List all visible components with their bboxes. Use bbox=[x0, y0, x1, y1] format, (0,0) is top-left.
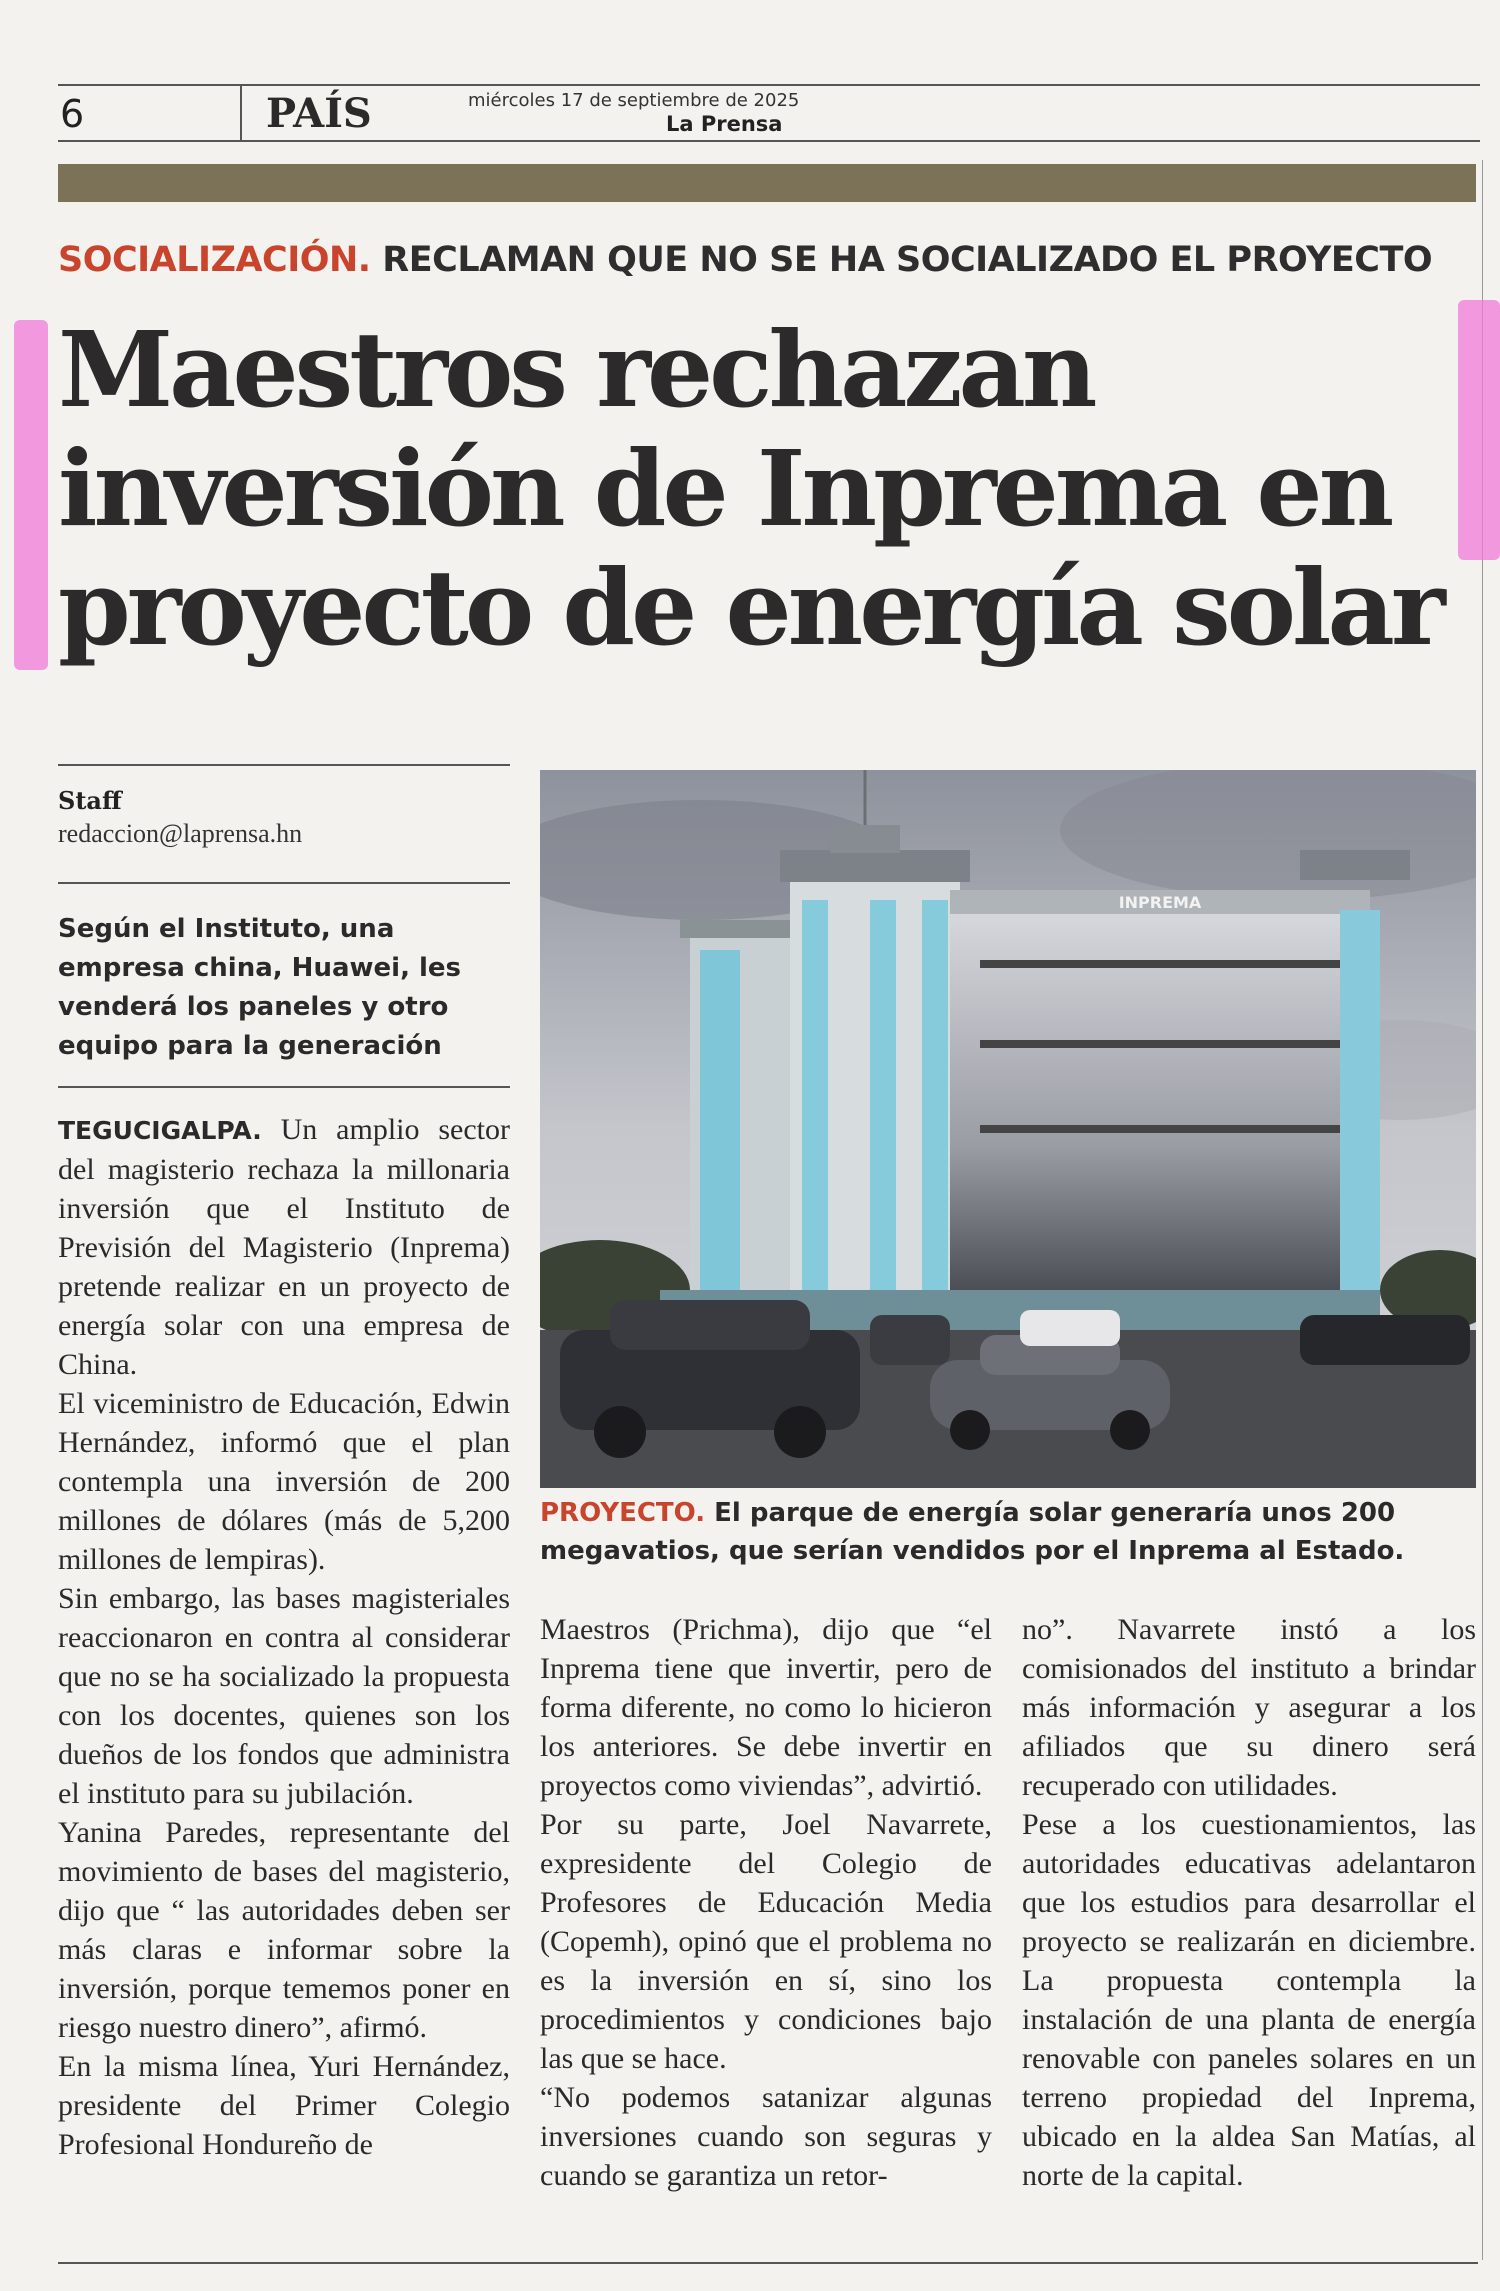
building-illustration bbox=[540, 770, 1476, 1488]
article-column-2 bbox=[540, 1610, 992, 2195]
article-paragraph: Sin embargo, las bases magisteriales reaccionaron en contra al considerar que no se ha socializado la propuesta con los docentes, quienes son los dueños de los fondos que administra el instituto para su jubilación. bbox=[58, 1582, 510, 1810]
page-number: 6 bbox=[60, 92, 85, 136]
caption-text: El parque de energía solar generaría unos 200 megavatios, que serían vendidos por el Inprema al Estado. bbox=[540, 1498, 1405, 1566]
article-paragraph bbox=[58, 1110, 510, 1384]
bottom-rule bbox=[58, 2262, 1478, 2264]
byline-author: Staff bbox=[58, 786, 122, 815]
article-paragraph: Por su parte, Joel Navarrete, expresidente del Colegio de Profesores de Educación Media (Copemh), opinó que el problema no es la inversión en sí, sino los procedimientos y condiciones bajo las que se hace. bbox=[540, 1808, 992, 2075]
highlighter-mark-left bbox=[14, 320, 48, 670]
dateline: TEGUCIGALPA. bbox=[58, 1116, 262, 1145]
headline bbox=[58, 310, 1498, 667]
kicker-text: RECLAMAN QUE NO SE HA SOCIALIZADO EL PROYECTO bbox=[382, 240, 1433, 280]
article-paragraph: Pese a los cuestionamientos, las autoridades educativas adelantaron que los estudios para desarrollar el proyecto se realizarán en diciembre. La propuesta contempla la instalación de una planta de energía renovable con paneles solares en un terreno propiedad del Inprema, ubicado en la aldea San Matías, al norte de la capital. bbox=[1022, 1808, 1476, 2192]
building-sign: INPREMA bbox=[1118, 893, 1202, 912]
kicker bbox=[58, 240, 1478, 280]
article-paragraph: Maestros (Prichma), dijo que “el Inprema tiene que invertir, pero de forma diferente, no como lo hicieron los anteriores. Se debe invertir en proyectos como viviendas”, advirtió. bbox=[540, 1613, 992, 1802]
article-paragraph: En la misma línea, Yuri Hernández, presidente del Primer Colegio Profesional Hondureño de bbox=[58, 2050, 510, 2161]
issue-date: miércoles 17 de septiembre de 2025 bbox=[468, 90, 800, 111]
kicker-label: SOCIALIZACIÓN. bbox=[58, 240, 371, 280]
decorative-band bbox=[58, 164, 1476, 202]
paragraph-text: Un amplio sector del magisterio rechaza la millonaria inversión que el Instituto de Previsión del Magisterio (Inprema) pretende realizar en un proyecto de energía solar con una empresa de China. bbox=[58, 1113, 510, 1381]
byline bbox=[58, 764, 510, 849]
headline-line-1: Maestros rechazan bbox=[58, 308, 1094, 431]
publication-name: La Prensa bbox=[666, 112, 783, 136]
page-header bbox=[58, 84, 1480, 142]
article-paragraph: no”. Navarrete instó a los comisionados del instituto a brindar más información y asegurar a los afiliados que su dinero será recuperado con utilidades. bbox=[1022, 1613, 1476, 1802]
article-paragraph: Yanina Paredes, representante del movimiento de bases del magisterio, dijo que “ las autoridades deben ser más claras e informar sobre la inversión, porque tememos poner en riesgo nuestro dinero”, afirmó. bbox=[58, 1816, 510, 2044]
byline-email: redaccion@laprensa.hn bbox=[58, 819, 303, 848]
header-divider bbox=[240, 86, 242, 140]
caption-label: PROYECTO. bbox=[540, 1498, 706, 1528]
headline-line-3: proyecto de energía solar bbox=[58, 546, 1442, 669]
article-column-3 bbox=[1022, 1610, 1476, 2195]
glass-facade bbox=[950, 890, 1370, 1320]
article-paragraph: El viceministro de Educación, Edwin Hernández, informó que el plan contempla una inversión de 200 millones de dólares (más de 5,200 millones de lempiras). bbox=[58, 1387, 510, 1576]
summary-deck: Según el Instituto, una empresa china, Huawei, les venderá los paneles y otro equipo para la generación bbox=[58, 882, 510, 1088]
headline-line-2: inversión de Inprema en bbox=[58, 427, 1391, 550]
photo-caption bbox=[540, 1494, 1476, 1570]
inprema-building-photo bbox=[540, 770, 1476, 1488]
article-paragraph: “No podemos satanizar algunas inversiones cuando son seguras y cuando se garantiza un retor- bbox=[540, 2081, 992, 2192]
section-name: PAÍS bbox=[266, 90, 372, 137]
article-column-1 bbox=[58, 1110, 510, 2164]
